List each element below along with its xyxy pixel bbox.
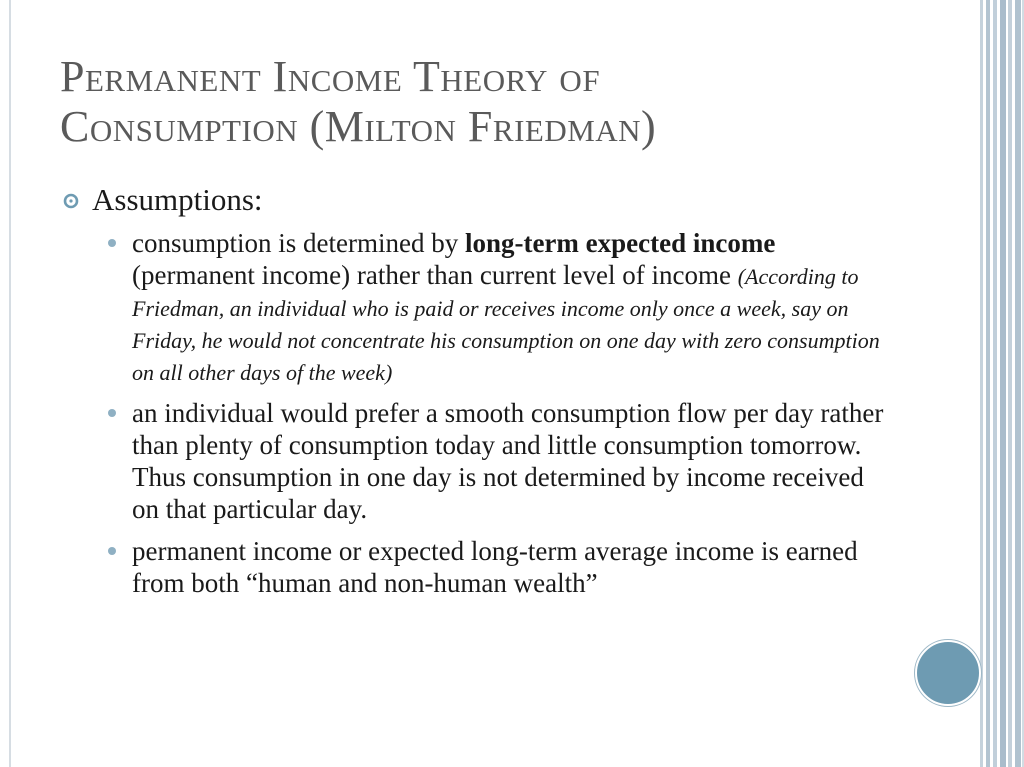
assumptions-list [62, 227, 892, 599]
right-stripe [993, 0, 997, 767]
dot-bullet-icon [108, 239, 116, 247]
list-item [102, 227, 892, 387]
slide-title [60, 52, 960, 152]
left-border-rule [9, 0, 11, 767]
circle-ornament-icon [915, 640, 981, 706]
right-stripe [1008, 0, 1012, 767]
slide-content [62, 183, 892, 609]
list-item [102, 535, 892, 599]
point-1-post: (permanent income) rather than current level of income [132, 260, 738, 290]
dot-bullet-icon [108, 547, 116, 555]
list-item [102, 397, 892, 525]
ring-bullet-icon [62, 192, 80, 210]
right-stripe [1000, 0, 1006, 767]
right-stripe [980, 0, 983, 767]
assumptions-heading: Assumptions: [92, 182, 263, 217]
point-2-text: an individual would prefer a smooth consumption flow per day rather than plenty of consumption today and little consumption tomorrow. Thus consumption in one day is not determined by income received on that particular day. [132, 398, 884, 524]
point-1-bold: long-term expected income [464, 228, 776, 258]
assumptions-heading-item [62, 183, 892, 217]
right-stripe [1015, 0, 1021, 767]
title-line-1: Permanent Income Theory of [60, 52, 601, 101]
point-1-text: consumption is determined by [132, 228, 465, 258]
dot-bullet-icon [108, 409, 116, 417]
right-stripe [986, 0, 990, 767]
point-1-italic-note: (According to Friedman, an individual who is paid or receives income only once a week, say on Friday, he would not concentrate his consumption on one day with zero consumption on all other days of the week) [132, 264, 880, 385]
title-line-2: Consumption (Milton Friedman) [60, 102, 657, 151]
point-3-text: permanent income or expected long-term average income is earned from both “human and non-human wealth” [132, 536, 858, 598]
